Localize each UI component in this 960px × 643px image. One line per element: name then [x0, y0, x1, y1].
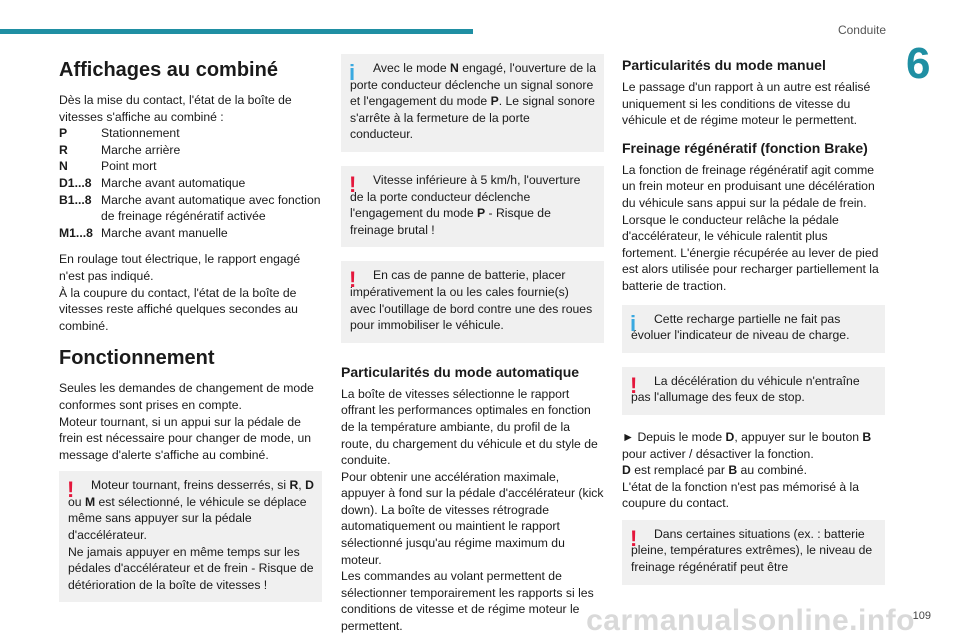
chapter-number: 6 [906, 39, 931, 88]
paragraph: ► Depuis le mode D, appuyer sur le bouton B pour activer / désactiver la fonction. D est remplacé par B au combiné. L'état de la fonction n'est pas mémorisé à la coupure du contact. [622, 429, 872, 511]
gear-key: D1...8 [59, 175, 92, 190]
warning-note [622, 367, 885, 415]
heading-fonctionnement: Fonctionnement [59, 347, 215, 370]
info-icon: i [630, 310, 637, 336]
paragraph: En roulage tout électrique, le rapport engagé n'est pas indiqué. À la coupure du contact, l'état de la boîte de vitesses reste affiché quelques secondes au combiné. [59, 252, 301, 333]
gear-label: Point mort [101, 159, 157, 174]
column-1 [59, 52, 322, 616]
warning-note [341, 166, 604, 247]
page-number: 109 [912, 610, 931, 622]
column-3 [622, 56, 885, 599]
paragraph: La boîte de vitesses sélectionne le rapport offrant les performances optimales en fonction de la température ambiante, du profil de la route, du chargement du véhicule et du style de conduite. Pour obtenir une accélération maximale, appuyer à fond sur la pédale d'accélérateur (kick down). La boîte de vitesses rétrograde automatiquement ou maintient le rapport sélectionné jusqu'au régime maximum du moteur. Les commandes au volant permettent de sélectionner temporairement les rapports si les conditions de vitesse et de régime moteur le permettent. [341, 386, 604, 634]
gear-key: M1...8 [59, 225, 93, 240]
warning-icon: ! [630, 372, 638, 398]
section-title: Conduite [837, 23, 886, 37]
paragraph: Dès la mise du contact, l'état de la boîte de vitesses s'affiche au combiné : [59, 93, 292, 124]
info-note [622, 305, 885, 353]
heading-affichages: Affichages au combiné [59, 59, 278, 81]
warning-icon: ! [630, 525, 638, 551]
watermark-url: carmanualsonline.info [586, 604, 915, 637]
column-2 [341, 54, 604, 643]
paragraph: Le passage d'un rapport à un autre est réalisé uniquement si les conditions de vitesse du véhicule et de régime moteur le permettent. [622, 80, 871, 128]
note-text: Vitesse inférieure à 5 km/h, l'ouverture de la porte conducteur déclenche l'engagement du mode P - Risque de freinage brutal ! [350, 172, 581, 237]
note-text: Avec le mode N engagé, l'ouverture de la porte conducteur déclenche un signal sonore et l'engagement du mode P. Le signal sonore s'arrête à la fermeture de la porte conducteur. [350, 61, 596, 142]
gear-label: Marche avant manuelle [101, 225, 228, 240]
note-text: Cette recharge partielle ne fait pas évoluer l'indicateur de niveau de charge. [631, 311, 850, 343]
gear-list [59, 125, 322, 241]
heading-mode-manuel: Particularités du mode manuel [622, 57, 826, 73]
gear-key: R [59, 142, 68, 157]
gear-key: B1...8 [59, 192, 92, 207]
note-text: La décélération du véhicule n'entraîne pas l'allumage des feux de stop. [631, 373, 860, 405]
step-marker-icon: ► [622, 429, 635, 444]
info-icon: i [349, 60, 356, 85]
warning-note [341, 261, 604, 342]
note-text: En cas de panne de batterie, placer impérativement la ou les cales fournie(s) avec l'outillage de bord contre une des roues pour immobiliser le véhicule. [350, 268, 593, 333]
gear-label: Marche arrière [101, 142, 181, 157]
warning-icon: ! [67, 477, 75, 503]
info-note [341, 54, 604, 152]
heading-mode-automatique: Particularités du mode automatique [341, 363, 580, 380]
heading-freinage-regeneratif: Freinage régénératif (fonction Brake) [622, 139, 868, 156]
warning-note [622, 520, 885, 585]
warning-note [59, 471, 322, 602]
paragraph: La fonction de freinage régénératif agit comme un frein moteur en produisant une décélération du véhicule sans appui sur la pédale de frein. Lorsque le conducteur relâche la pédale d'accélérateur, le véhicule ralentit plus fortement. L'énergie récupérée au lever de pied est alors utilisée pour recharger partiellement la batterie de traction. [622, 162, 879, 293]
gear-key: N [59, 159, 68, 174]
gear-key: P [59, 126, 68, 141]
note-text: Moteur tournant, freins desserrés, si R, D ou M est sélectionné, le véhicule se déplace même sans appuyer sur la pédale d'accélérateur. Ne jamais appuyer en même temps sur les pédales d'accélérateur et de frein - Risque de détérioration de la boîte de vitesses ! [68, 478, 314, 592]
gear-label: Marche avant automatique avec fonction de freinage régénératif activée [101, 192, 321, 224]
warning-icon: ! [349, 171, 357, 197]
header-accent-bar [0, 29, 473, 34]
gear-label: Marche avant automatique [101, 175, 246, 190]
gear-label: Stationnement [101, 126, 180, 141]
warning-icon: ! [349, 267, 357, 293]
paragraph: Seules les demandes de changement de mode conformes sont prises en compte. Moteur tournant, si un appui sur la pédale de frein est nécessaire pour changer de mode, un message d'alerte s'affiche au combiné. [59, 381, 314, 462]
note-text: Dans certaines situations (ex. : batterie pleine, températures extrêmes), le niveau de freinage régénératif peut être [631, 526, 873, 575]
